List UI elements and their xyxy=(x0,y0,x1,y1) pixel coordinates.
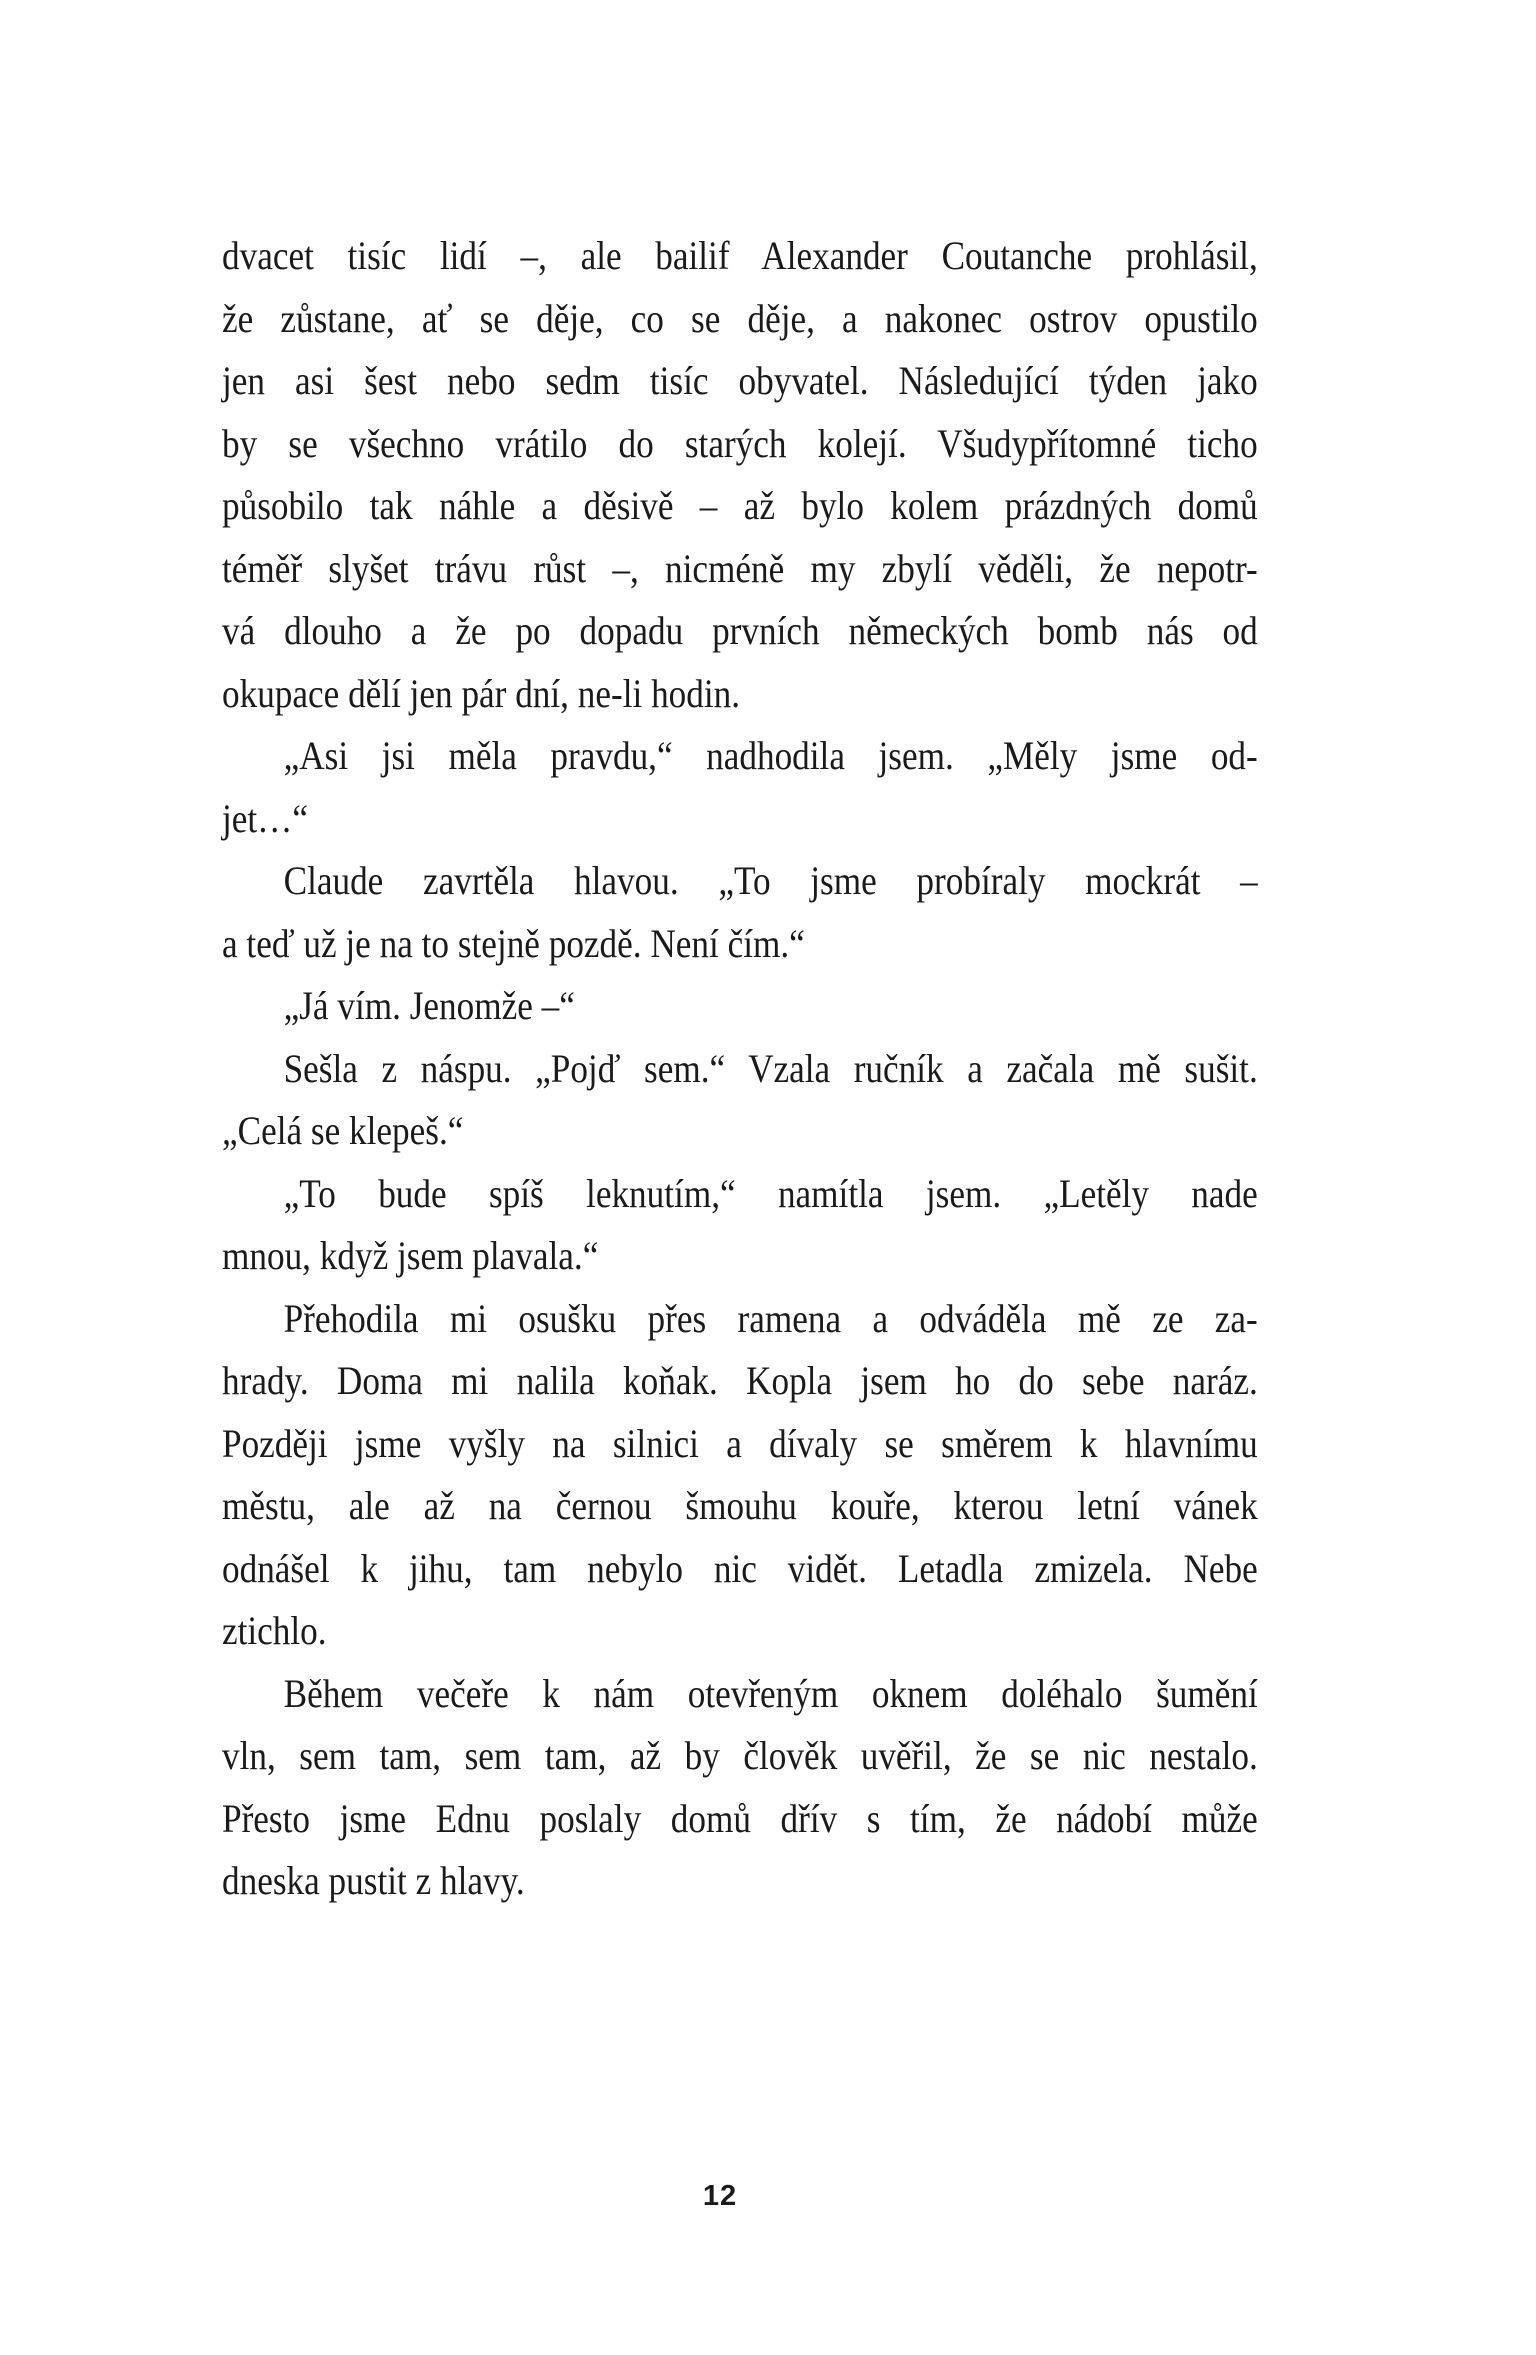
text-line: téměř slyšet trávu růst –, nicméně my zbylí věděli, že nepotr- xyxy=(222,545,1258,591)
text-line: působilo tak náhle a děsivě – až bylo kolem prázdných domů xyxy=(222,483,1258,528)
text-line: mnou, když jsem plavala.“ xyxy=(222,1233,599,1278)
text-line: městu, ale až na černou šmouhu kouře, kterou letní vánek xyxy=(222,1483,1258,1528)
text-line: že zůstane, ať se děje, co se děje, a nakonec ostrov opustilo xyxy=(222,295,1258,341)
text-line: Přehodila mi osušku přes ramena a odváděla mě ze za- xyxy=(283,1295,1258,1341)
text-line: „Asi jsi měla pravdu,“ nadhodila jsem. „Měly jsme od- xyxy=(283,733,1258,778)
text-line: by se všechno vrátilo do starých kolejí. Všudypřítomné ticho xyxy=(222,420,1258,466)
text-line: odnášel k jihu, tam nebylo nic vidět. Letadla zmizela. Nebe xyxy=(222,1545,1258,1591)
text-line: Během večeře k nám otevřeným oknem doléhalo šumění xyxy=(283,1670,1258,1716)
text-line: dvacet tisíc lidí –, ale bailif Alexander Coutanche prohlásil, xyxy=(222,233,1258,278)
text-line: Později jsme vyšly na silnici a dívaly se směrem k hlavnímu xyxy=(222,1420,1258,1466)
text-line: okupace dělí jen pár dní, ne-li hodin. xyxy=(222,670,741,716)
text-line: Claude zavrtěla hlavou. „To jsme probíraly mockrát – xyxy=(283,858,1258,903)
text-line: Sešla z náspu. „Pojď sem.“ Vzala ručník a začala mě sušit. xyxy=(283,1045,1258,1091)
text-line: „Celá se klepeš.“ xyxy=(222,1108,464,1153)
text-line: a teď už je na to stejně pozdě. Není čím.“ xyxy=(222,920,805,966)
text-line: Přesto jsme Ednu poslaly domů dřív s tím, že nádobí může xyxy=(222,1795,1258,1841)
text-line: jet…“ xyxy=(222,795,309,841)
text-line: vln, sem tam, sem tam, až by člověk uvěřil, že se nic nestalo. xyxy=(222,1733,1258,1778)
page-text xyxy=(222,225,1258,1913)
text-line: dneska pustit z hlavy. xyxy=(222,1858,525,1903)
page-number: 12 xyxy=(702,2180,738,2212)
text-line: „Já vím. Jenomže –“ xyxy=(283,983,575,1028)
text-line: ztichlo. xyxy=(222,1608,327,1653)
text-line: hrady. Doma mi nalila koňak. Kopla jsem ho do sebe naráz. xyxy=(222,1358,1258,1403)
text-line: vá dlouho a že po dopadu prvních německých bomb nás od xyxy=(222,608,1258,653)
text-line: „To bude spíš leknutím,“ namítla jsem. „Letěly nade xyxy=(283,1170,1258,1216)
text-line: jen asi šest nebo sedm tisíc obyvatel. Následující týden jako xyxy=(222,358,1258,403)
